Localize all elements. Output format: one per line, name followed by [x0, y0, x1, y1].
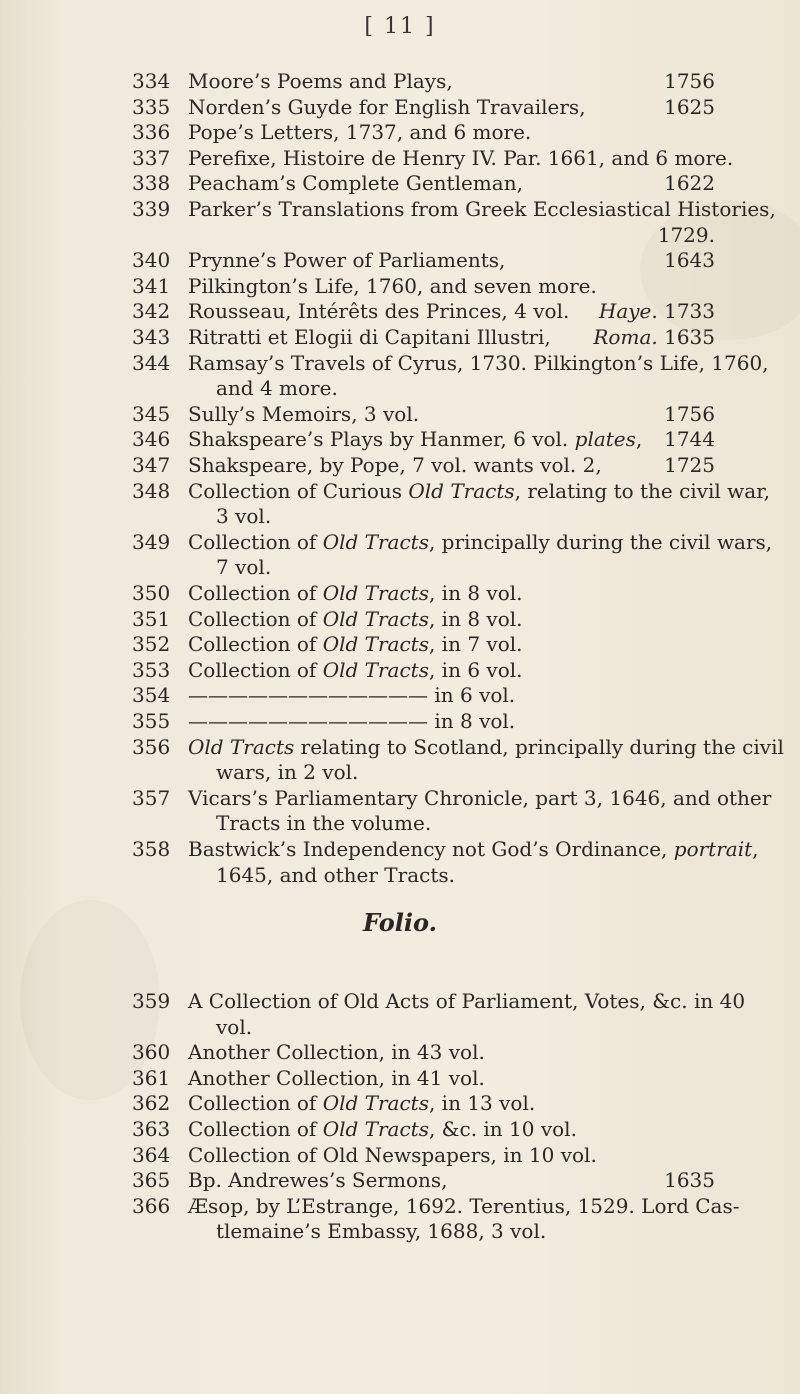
entry-number: 358 [132, 837, 171, 861]
entry-number: 360 [132, 1040, 171, 1065]
entry-number: 346 [132, 427, 171, 452]
entry-number: 354 [132, 683, 171, 708]
entry-number: 348 [132, 478, 171, 503]
entry-number: 344 [132, 350, 171, 375]
entry-title: Bastwick’s Independency not God’s Ordinance, portrait, [188, 837, 759, 861]
entry-title: Collection of Old Newspapers, in 10 vol. [188, 1142, 597, 1167]
entry-title: Old Tracts relating to Scotland, principally during the civil [188, 734, 784, 759]
entry-number: 336 [132, 120, 171, 145]
entry-year: 1643 [664, 248, 715, 273]
entry-continuation-text: vol. [216, 1014, 253, 1039]
entry-title: Parker’s Translations from Greek Ecclesiastical Histories, [188, 197, 776, 221]
entry-number: 334 [132, 69, 171, 93]
entry-number: 355 [132, 709, 171, 733]
entry-title: Pope’s Letters, 1737, and 6 more. [188, 120, 532, 145]
entry-year: 1622 [664, 171, 715, 196]
entry-number: 345 [132, 401, 171, 426]
entry-title: Collection of Old Tracts, in 13 vol. [188, 1091, 536, 1116]
entry-title: Shakspeare’s Plays by Hanmer, 6 vol. plates, [188, 427, 643, 452]
entry-title: Norden’s Guyde for English Travailers, [188, 94, 586, 119]
entry-title: Ritratti et Elogii di Capitani Illustri, [188, 325, 551, 349]
entry-title: Moore’s Poems and Plays, [188, 69, 453, 93]
entry-title: Collection of Old Tracts, in 7 vol. [188, 632, 523, 657]
entry-title: Pilkington’s Life, 1760, and seven more. [188, 273, 597, 298]
entry-year: Roma. 1635 [593, 325, 715, 349]
entry-number: 357 [132, 785, 171, 810]
entry-number: 337 [132, 145, 171, 170]
entry-title: ———————————— in 8 vol. [188, 709, 516, 733]
entry-continuation-text: 3 vol. [216, 504, 272, 529]
entry-number: 356 [132, 734, 171, 759]
entry-title: Æsop, by L’Estrange, 1692. Terentius, 1529. Lord Cas- [188, 1193, 740, 1218]
entry-title: Prynne’s Power of Parliaments, [188, 248, 506, 273]
entry-number: 359 [132, 989, 171, 1013]
entry-number: 338 [132, 171, 171, 196]
entry-title: Collection of Old Tracts, in 8 vol. [188, 581, 523, 605]
page-number: [ 11 ] [364, 14, 436, 39]
entry-title: Another Collection, in 41 vol. [188, 1065, 485, 1090]
entry-number: 349 [132, 529, 171, 554]
entry-continuation-text: 1645, and other Tracts. [216, 862, 455, 887]
entry-year: 1756 [664, 69, 715, 93]
entry-title: ———————————— in 6 vol. [188, 683, 516, 708]
entry-year: 1756 [664, 401, 715, 426]
entry-title: Another Collection, in 43 vol. [188, 1040, 485, 1065]
entry-title: A Collection of Old Acts of Parliament, Votes, &c. in 40 [188, 989, 746, 1013]
entry-number: 341 [132, 273, 171, 298]
entry-number: 351 [132, 606, 171, 631]
entry-title: Ramsay’s Travels of Cyrus, 1730. Pilkington’s Life, 1760, [188, 350, 769, 375]
entry-continuation-text: wars, in 2 vol. [216, 760, 359, 785]
entry-title: Collection of Old Tracts, in 6 vol. [188, 657, 523, 682]
entry-title: Collection of Old Tracts, &c. in 10 vol. [188, 1117, 577, 1141]
entry-number: 339 [132, 197, 171, 221]
entry-continuation-text: Tracts in the volume. [216, 811, 432, 836]
entry-title: Collection of Old Tracts, in 8 vol. [188, 606, 523, 631]
entry-number: 340 [132, 248, 171, 273]
entry-number: 364 [132, 1142, 171, 1167]
entry-year: 1744 [664, 427, 715, 452]
section-heading-folio: Folio. [363, 908, 437, 937]
entry-number: 342 [132, 299, 171, 324]
entry-title: Shakspeare, by Pope, 7 vol. wants vol. 2, [188, 453, 602, 477]
entry-year: 1635 [664, 1168, 715, 1193]
entry-number: 363 [132, 1117, 171, 1141]
entry-number: 362 [132, 1091, 171, 1116]
entry-number: 347 [132, 453, 171, 477]
entry-title: Bp. Andrewes’s Sermons, [188, 1168, 448, 1193]
entry-number: 343 [132, 325, 171, 349]
entry-title: Perefixe, Histoire de Henry IV. Par. 1661, and 6 more. [188, 145, 734, 170]
entry-title: Rousseau, Intérêts des Princes, 4 vol. [188, 299, 570, 324]
entry-number: 353 [132, 657, 171, 682]
entry-number: 361 [132, 1065, 171, 1090]
entry-year: Haye. 1733 [598, 299, 715, 324]
entry-continuation-text: and 4 more. [216, 376, 338, 401]
entry-continuation-text: 7 vol. [216, 555, 272, 580]
entry-continuation-text: tlemaine’s Embassy, 1688, 3 vol. [216, 1219, 547, 1244]
entry-title: Sully’s Memoirs, 3 vol. [188, 401, 420, 426]
entry-continuation-text: 1729. [657, 222, 715, 247]
entry-year: 1725 [664, 453, 715, 477]
entry-title: Collection of Curious Old Tracts, relating to the civil war, [188, 478, 770, 503]
entry-title: Vicars’s Parliamentary Chronicle, part 3, 1646, and other [188, 785, 772, 810]
entry-title: Peacham’s Complete Gentleman, [188, 171, 523, 196]
entry-number: 366 [132, 1193, 171, 1218]
entry-year: 1625 [664, 94, 715, 119]
entry-title: Collection of Old Tracts, principally during the civil wars, [188, 529, 773, 554]
entry-number: 335 [132, 94, 171, 119]
entry-number: 352 [132, 632, 171, 657]
entry-number: 350 [132, 581, 171, 605]
entry-number: 365 [132, 1168, 171, 1193]
